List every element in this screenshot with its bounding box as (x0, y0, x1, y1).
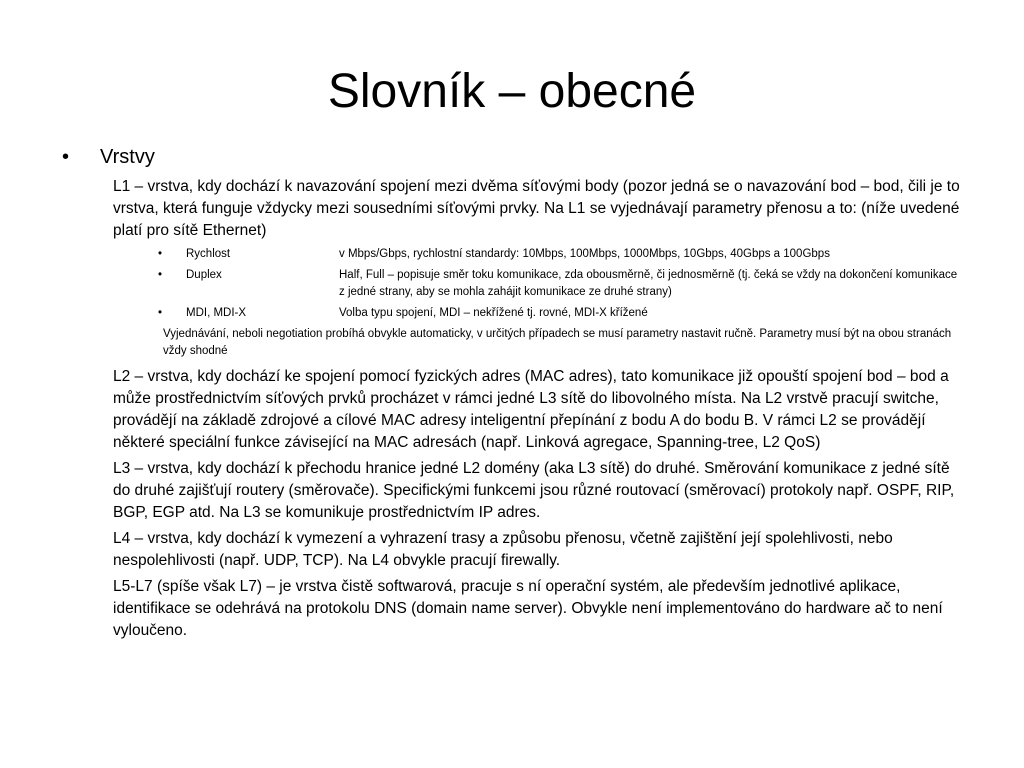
sub-bullet-icon: • (158, 248, 163, 260)
negotiation-note: Vyjednávání, neboli negotiation probíhá obvykle automaticky, v určitých případech se musí parametry nastavit ručně. Parametry musí být na obou stranách vždy shodné (163, 328, 952, 357)
item-description: Half, Full – popisuje směr toku komunikace, zda obousměrně, či jednosměrně (tj. čeká se vždy na dokončení komunikace z jedné strany, aby se mohla zahájit komunikace ze druhé strany) (339, 269, 958, 298)
list-item-rychlost (158, 246, 963, 263)
bullet-dot-icon: • (62, 146, 70, 168)
paragraph-l1: L1 – vrstva, kdy dochází k navazování spojení mezi dvěma síťovými body (pozor jedná se o navazování bod – bod, čili je to vrstva, která funguje vždycky mezi sousedními síťovými prvky. Na L1 se vyjednávají parametry přenosu a to: (níže uvedené platí pro sítě Ethernet) (113, 178, 960, 239)
item-name: Duplex (186, 269, 222, 281)
sub-bullet-icon: • (158, 307, 163, 319)
paragraph-l3: L3 – vrstva, kdy dochází k přechodu hranice jedné L2 domény (aka L3 sítě) do druhé. Směrování komunikace z jedné sítě do druhé zajišťují routery (směrovače). Specifickými funkcemi jsou různé routovací (směrovací) protokoly např. OSPF, RIP, BGP, EGP atd. Na L3 se komunikuje prostřednictvím IP adres. (113, 460, 955, 521)
paragraph-l5-l7: L5-L7 (spíše však L7) – je vrstva čistě softwarová, pracuje s ní operační systém, ale především jednotlivé aplikace, identifikace se odehrává na protokolu DNS (domain name server). Obvykle není implementováno do hardware ač to není vyloučeno. (113, 578, 943, 639)
item-name: MDI, MDI-X (186, 307, 247, 319)
bullet-label: Vrstvy (100, 146, 155, 168)
item-description: Volba typu spojení, MDI – nekřížené tj. rovné, MDI-X křížené (339, 307, 648, 319)
item-description: v Mbps/Gbps, rychlostní standardy: 10Mbps, 100Mbps, 1000Mbps, 10Gbps, 40Gbps a 100Gbps (339, 248, 830, 260)
paragraph-l4: L4 – vrstva, kdy dochází k vymezení a vyhrazení trasy a způsobu přenosu, včetně zajištění její spolehlivosti, nebo nespolehlivosti (např. UDP, TCP). Na L4 obvykle pracují firewally. (113, 530, 893, 569)
item-name: Rychlost (186, 248, 231, 260)
l1-parameter-list (113, 246, 963, 322)
paragraph-l2: L2 – vrstva, kdy dochází ke spojení pomocí fyzických adres (MAC adres), tato komunikace již opouští spojení bod – bod a může prostřednictvím síťových prvků procházet v rámci jedné L3 sítě do libovolného místa. Na L2 vrstvě pracují switche, provádějí na základě zdrojové a cílové MAC adresy inteligentní přepínání z bodu A do bodu B. V rámci L2 se provádějí některé speciální funkce závisející na MAC adresách (např. Linková agregace, Spanning-tree, L2 QoS) (113, 368, 949, 451)
slide-title: Slovník – obecné (327, 65, 697, 118)
list-item-mdi (158, 305, 963, 322)
sub-bullet-icon: • (158, 269, 163, 281)
list-item-duplex (158, 267, 963, 301)
slide-content (113, 176, 963, 646)
